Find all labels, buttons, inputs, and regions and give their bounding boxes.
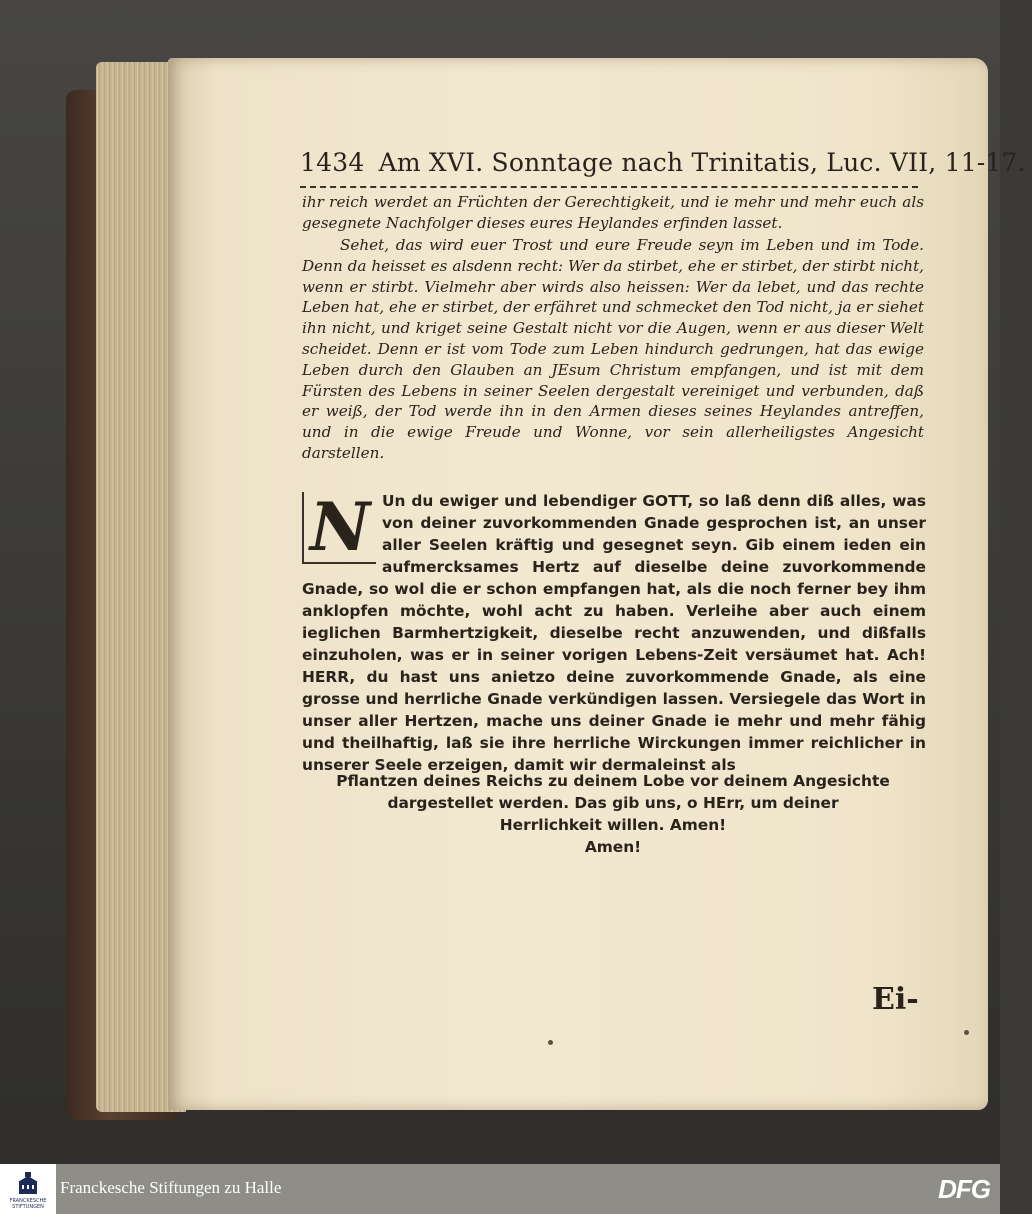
- building-icon: [14, 1170, 42, 1196]
- dfg-logo[interactable]: DFG: [938, 1174, 990, 1204]
- catchword: Ei-: [872, 982, 919, 1017]
- page-title: Am XVI. Sonntage nach Trinitatis, Luc. VII, 11-17.: [378, 148, 1026, 177]
- running-header: [300, 148, 1026, 186]
- header-rule: [300, 186, 918, 188]
- institution-name[interactable]: Franckesche Stiftungen zu Halle: [60, 1178, 282, 1197]
- page-number: 1434: [300, 148, 365, 177]
- viewer-footer: [0, 1164, 1000, 1214]
- closing-lines: [302, 770, 924, 858]
- closing-line: Amen!: [584, 838, 642, 856]
- prayer-paragraph: [302, 490, 926, 776]
- prayer-text: Un du ewiger und lebendiger GOTT, so laß denn diß alles, was von deiner zuvorkommenden Gnade gesprochen ist, an unser aller Seelen kräftig und gesegnet seyn. Gib einem ieden ein aufmercksames Hertz auf dieselbe deine zuvorkommende Gnade, so wol die er schon empfangen hat, als die noch ferner bey ihm anklopfen möchte, wohl acht zu haben. Verleihe aber auch einem ieglichen Barmhertzigkeit, dieselbe recht anzuwenden, und dißfalls einzuholen, was er in seiner vorigen Lebens-Zeit versäumet hat. Ach! HERR, du hast uns anietzo deine zuvorkommende Gnade, als eine grosse und herrliche Gnade verkündigen lassen. Versiegele das Wort in unser aller Hertzen, mache uns deiner Gnade ie mehr und mehr fähig und theilhaftig, laß sie ihre herrliche Wirckungen immer reichlicher in unserer Seele erzeigen, damit wir dermaleinst als: [302, 492, 926, 774]
- closing-line: dargestellet werden. Das gib uns, o HErr, um deiner: [387, 794, 839, 812]
- ink-speck: [964, 1030, 969, 1035]
- closing-line: Pflantzen deines Reichs zu deinem Lobe vor deinem Angesichte: [336, 772, 890, 790]
- paragraph: ihr reich werdet an Früchten der Gerechtigkeit, und ie mehr und mehr euch als gesegnete Nachfolger dieses eures Heylandes erfinden lasset.: [302, 193, 924, 232]
- drop-capital: N: [302, 492, 376, 564]
- ink-speck: [548, 1040, 553, 1045]
- paragraph: Sehet, das wird euer Trost und eure Freude seyn im Leben und im Tode. Denn da heisset es alsdenn recht: Wer da stirbet, ehe er stirbet, der stirbt nicht, wenn er stirbt. Vielmehr aber wirds also heissen: Wer da lebet, und das rechte Leben hat, ehe er stirbet, der erfähret und schmecket den Tod nicht, ja er siehet ihn nicht, und kriget seine Gestalt nicht vor die Augen, wenn er aus dieser Welt scheidet. Denn er ist vom Tode zum Leben hindurch gedrungen, hat das ewige Leben durch den Glauben an JEsum Christum empfangen, und ist mit dem Fürsten des Lebens in seiner Seelen dergestalt vereiniget und verbunden, daß er weiß, der Tod werde ihn in den Armen dieses seines Heylandes antreffen, und in die ewige Freude und Wonne, vor sein allerheiligstes Angesicht darstellen.: [302, 236, 924, 462]
- closing-line: Herrlichkeit willen. Amen!: [499, 816, 727, 834]
- institution-logo[interactable]: [0, 1164, 56, 1214]
- logo-text: FRANCKESCHE STIFTUNGEN: [9, 1198, 47, 1210]
